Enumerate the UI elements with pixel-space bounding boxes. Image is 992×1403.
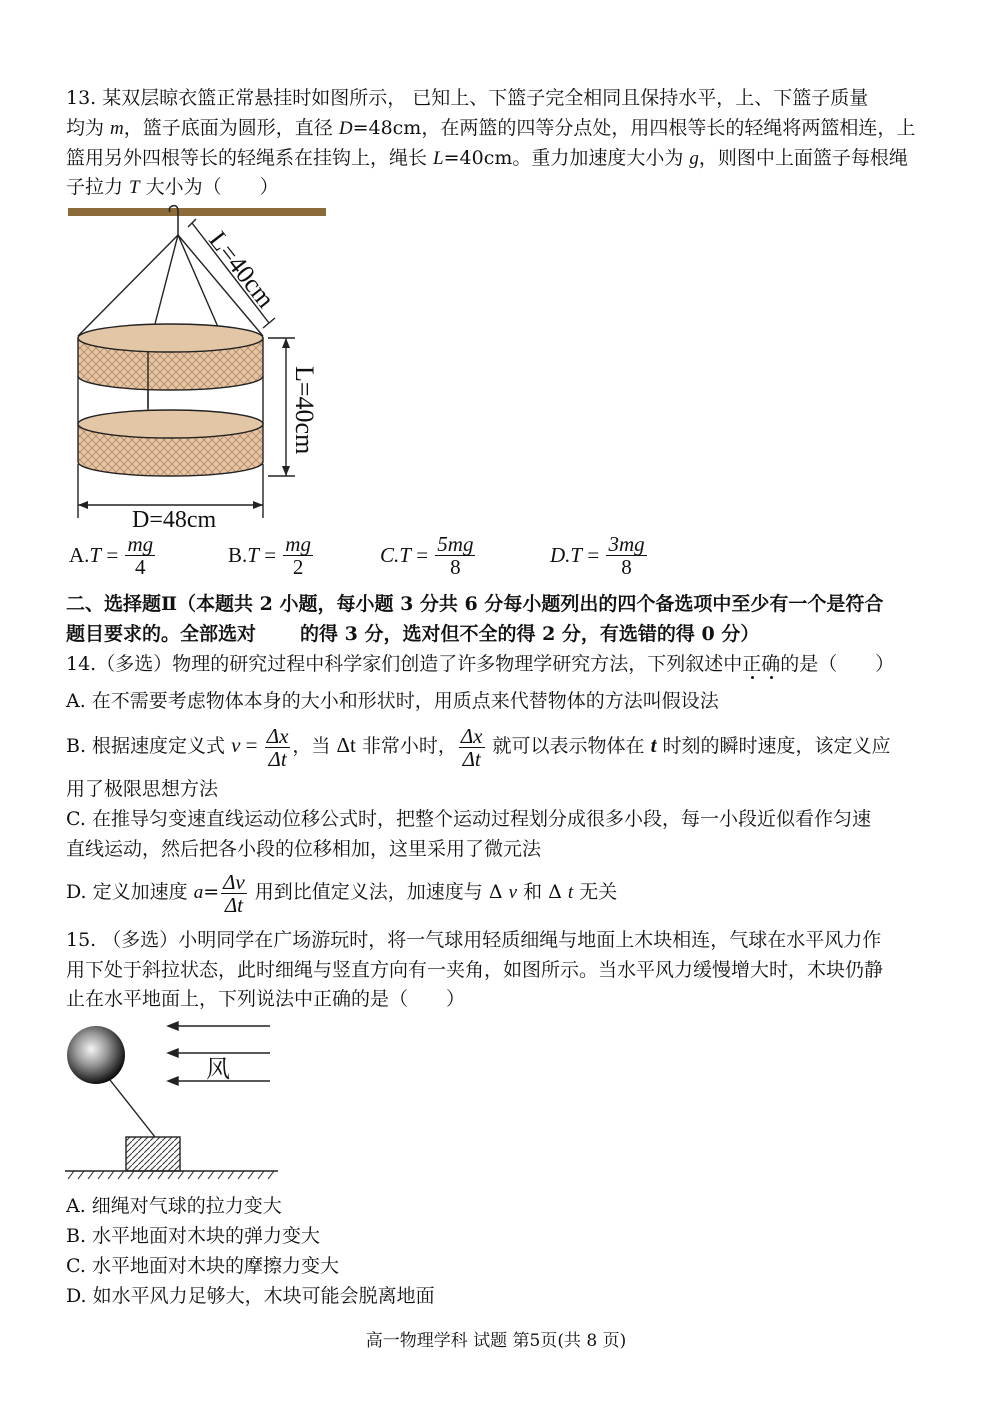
string: [110, 1080, 155, 1137]
q13-option-b: B.T = $\frac{mg}{2}$: [228, 532, 311, 579]
upper-basket: [78, 324, 263, 390]
balloon-wind-figure: [60, 1015, 300, 1185]
q15-line3: 止在水平地面上，下列说法中正确的是（ ）: [66, 988, 466, 1010]
label-diameter: D=48cm: [132, 507, 217, 530]
q15-option-b: B. 水平地面对木块的弹力变大: [66, 1225, 321, 1247]
wind-label: 风: [206, 1055, 230, 1083]
q13-option-c: C.T = $\frac{5mg}{8}$: [380, 532, 474, 579]
q13-line3: 篮用另外四根等长的轻绳系在挂钩上，绳长 L=40cm。重力加速度大小为 g，则图中上面篮子每根绳: [66, 147, 908, 169]
balloon: [67, 1026, 125, 1084]
q15-option-c: C. 水平地面对木块的摩擦力变大: [66, 1255, 339, 1277]
q14-option-d: D. 定义加速度 a= $\frac{\Delta v}{\Delta t}$ 用到比值定义法，加速度与 Δ v 和 Δ t 无关: [66, 869, 618, 917]
q15-option-a: A. 细绳对气球的拉力变大: [66, 1195, 282, 1217]
q15-option-d: D. 如水平风力足够大，木块可能会脱离地面: [66, 1285, 435, 1307]
q14-option-c-line1: C. 在推导匀变速直线运动位移公式时，把整个运动过程划分成很多小段，每一小段近似看作匀速: [66, 808, 871, 830]
q14-stem: 14.（多选）物理的研究过程中科学家们创造了许多物理学研究方法，下列叙述中正确的是（ ）: [66, 653, 895, 675]
section2-header-line1: 二、选择题Ⅱ（本题共 2 小题，每小题 3 分共 6 分每小题列出的四个备选项中至少有一个是符合: [66, 593, 884, 615]
q15-line1: 15. （多选）小明同学在广场游玩时，将一气球用轻质细绳与地面上木块相连，气球在水平风力作: [66, 929, 882, 951]
double-basket-figure: [60, 200, 340, 530]
page-footer: 高一物理学科 试题 第5页(共 8 页): [365, 1331, 627, 1351]
hanging-rod: [68, 208, 326, 216]
label-slant-length: L=40cm: [203, 225, 281, 314]
label-vertical-length: L=40cm: [290, 366, 319, 455]
wood-block: [126, 1137, 180, 1171]
section2-header-line2: 题目要求的。全部选对 的得 3 分，选对但不全的得 2 分，有选错的得 0 分）: [66, 623, 760, 645]
q15-line2: 用下处于斜拉状态，此时细绳与竖直方向有一夹角，如图所示。当水平风力缓慢增大时，木块仍静: [66, 959, 884, 981]
q14-option-a: A. 在不需要考虑物体本身的大小和形状时，用质点来代替物体的方法叫假设法: [66, 690, 719, 712]
q14-option-c-line2: 直线运动，然后把各小段的位移相加，这里采用了微元法: [66, 838, 542, 860]
lower-basket: [78, 410, 263, 476]
q13-option-d: D.T = $\frac{3mg}{8}$: [550, 532, 645, 579]
q13-option-a: A.T = $\frac{mg}{4}$: [69, 532, 154, 579]
q13-line1: 13. 某双层晾衣篮正常悬挂时如图所示， 已知上、下篮子完全相同且保持水平，上、下篮子质量: [66, 87, 869, 109]
q13-line4: 子拉力 T 大小为（ ）: [66, 176, 279, 198]
q14-option-b-line2: 用了极限思想方法: [66, 778, 219, 800]
q14-option-b: B. 根据速度定义式 v = $\frac{\Delta x}{\Delta t}$ ，当 Δt 非常小时， $\frac{\Delta x}{\Delta t}$ 就可以表示物体在 t 时刻的瞬时速度，该定义应: [66, 723, 891, 771]
ground-hatch: [68, 1171, 274, 1179]
q13-line2: 均为 m，篮子底面为圆形，直径 D=48cm，在两篮的四等分点处，用四根等长的轻绳将两篮相连，上: [66, 117, 916, 139]
